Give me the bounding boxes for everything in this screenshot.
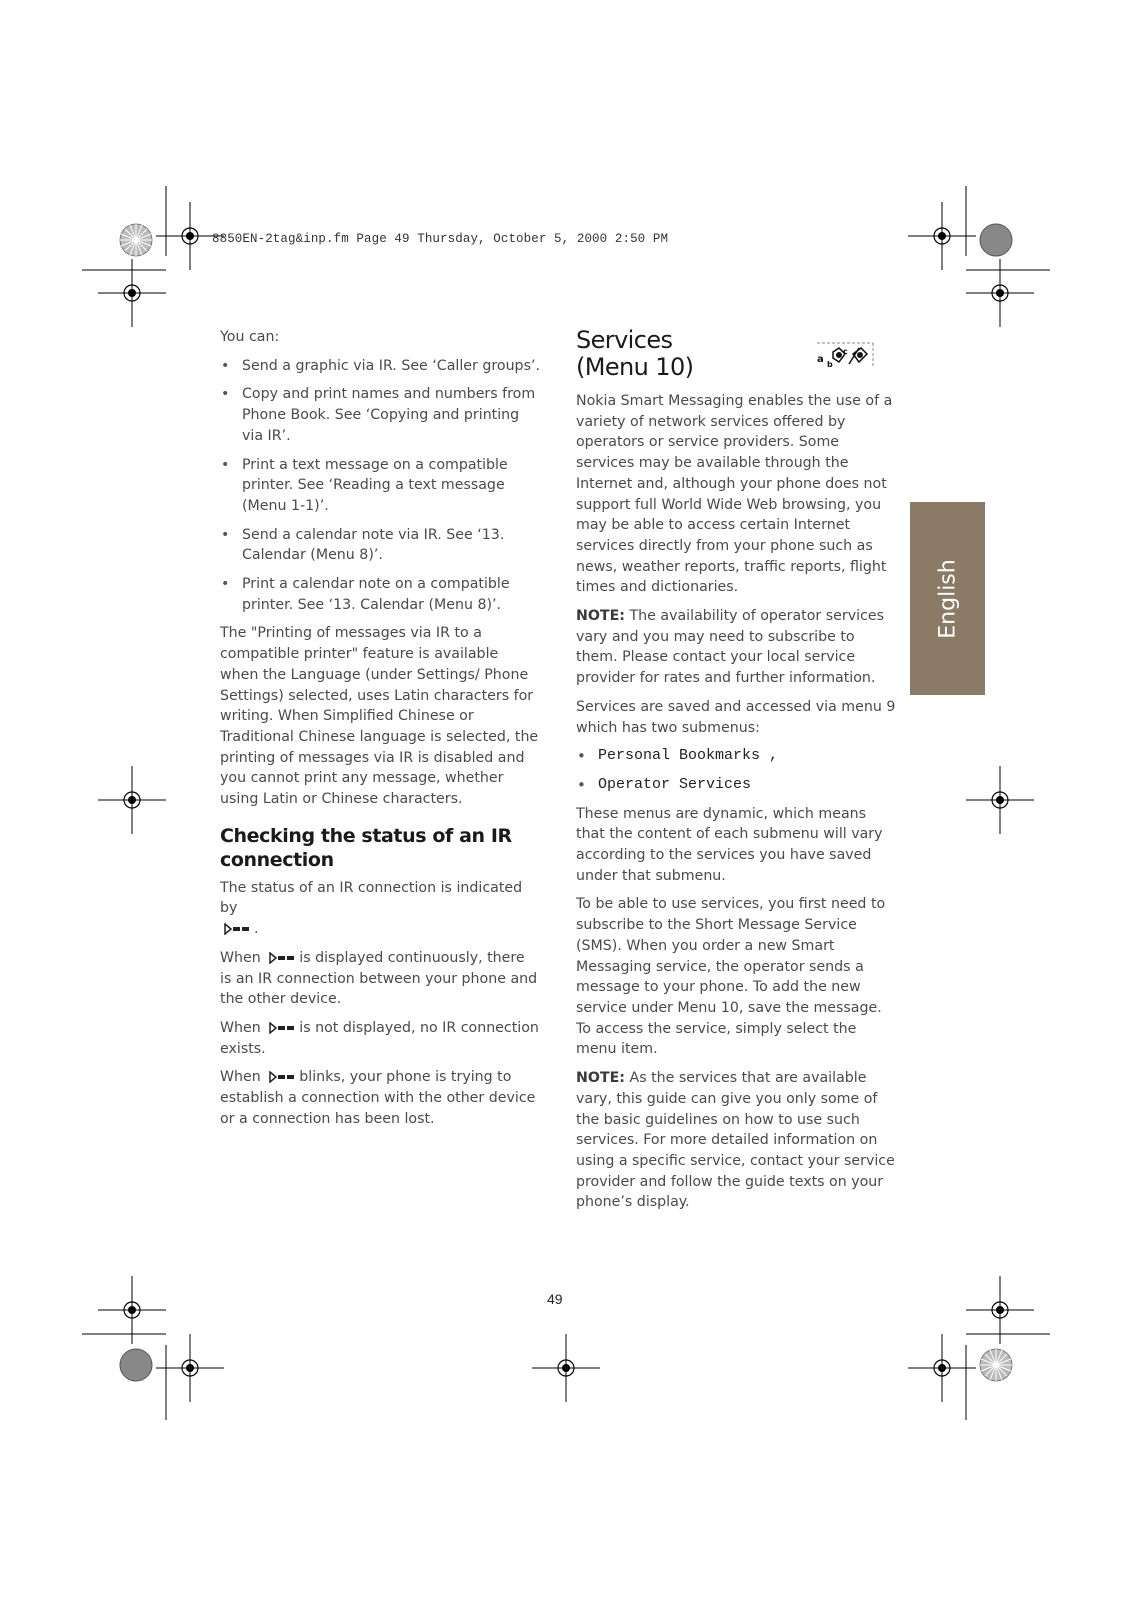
ir-connection-icon xyxy=(269,1022,295,1034)
ir-displayed-text: is displayed continuously, there is an IR connection between your phone and the other device. xyxy=(220,949,538,1008)
submenu-operator-services: • Operator Services xyxy=(576,775,896,796)
ir-connection-icon xyxy=(269,1071,295,1083)
ir-displayed-paragraph xyxy=(220,948,540,1010)
ir-status-period: . xyxy=(254,921,259,938)
services-intro-paragraph: Nokia Smart Messaging enables the use of a variety of network services offered by operators or service providers. Some services may be available through the Internet and, although your phone does not support full World Wide Web browsing, you may be able to access certain Internet services directly from your phone such as news, weather reports, traffic reports, flight times and dictionaries. xyxy=(576,393,893,596)
when-label: When xyxy=(220,949,261,966)
title-line-1: Services xyxy=(576,326,673,354)
ir-options-list xyxy=(220,356,540,616)
ir-blinks-text: blinks, your phone is trying to establish a connection with the other device or a connection has been lost. xyxy=(220,1069,536,1127)
page-number: 49 xyxy=(547,1291,563,1307)
language-tab-label: English xyxy=(935,558,960,639)
left-column xyxy=(220,327,540,1138)
list-item: • Print a calendar note on a compatible printer. See ‘13. Calendar (Menu 8)’. xyxy=(220,574,540,615)
note-availability-paragraph xyxy=(576,606,896,689)
ir-status-text: The status of an IR connection is indicated by xyxy=(220,879,523,917)
ir-connection-icon xyxy=(224,923,250,935)
svg-text:c: c xyxy=(843,347,848,356)
list-item: • Print a text message on a compatible printer. See ‘Reading a text message (Menu 1-1)’. xyxy=(220,455,540,517)
ir-not-displayed-paragraph xyxy=(220,1018,540,1059)
ir-blinks-paragraph xyxy=(220,1067,540,1129)
printing-paragraph: The "Printing of messages via IR to a compatible printer" feature is available when the Language (under Settings/ Phone Settings) selected, uses Latin characters for writing. When Simplified Chinese or Traditional Chinese language is selected, the printing of messages via IR is disabled and you cannot print any message, whether using Latin or Chinese characters. xyxy=(220,625,539,808)
services-saved-paragraph: Services are saved and accessed via menu 9 which has two submenus: xyxy=(576,698,896,736)
language-tab xyxy=(910,502,985,695)
when-label: When xyxy=(220,1019,261,1036)
note-availability-text: The availability of operator services vary and you may need to subscribe to them. Please contact your local service provider for rates and further information. xyxy=(576,608,884,687)
note-guide-text: As the services that are available vary, this guide can give you only some of the basic guidelines on how to use such services. For more detailed information on using a specific service, contact your service provider and follow the guide texts on your phone’s display. xyxy=(576,1070,895,1211)
svg-text:a: a xyxy=(817,354,824,365)
title-line-2: (Menu 10) xyxy=(576,353,694,381)
file-header-line: 8850EN-2tag&inp.fm Page 49 Thursday, October 5, 2000 2:50 PM xyxy=(212,232,669,246)
ir-status-paragraph xyxy=(220,878,540,940)
right-column xyxy=(576,327,896,1221)
svg-text:b: b xyxy=(827,360,833,369)
ir-not-displayed-text: is not displayed, no IR connection exists. xyxy=(220,1019,539,1057)
ir-status-heading: Checking the status of an IR connection xyxy=(220,824,512,871)
ir-connection-icon xyxy=(269,952,295,964)
list-item: • Send a graphic via IR. See ‘Caller groups’. xyxy=(220,356,540,377)
submenu-personal-bookmarks: • Personal Bookmarks , xyxy=(576,746,896,767)
when-label: When xyxy=(220,1069,261,1086)
note-label: NOTE: xyxy=(576,608,625,625)
note-label: NOTE: xyxy=(576,1070,625,1087)
subscribe-paragraph: To be able to use services, you first need to subscribe to the Short Message Service (SMS). When you order a new Smart Messaging service, the operator sends a message to your phone. To add the new service under Menu 10, save the message. To access the service, simply select the menu item. xyxy=(576,896,886,1058)
note-guide-paragraph xyxy=(576,1068,896,1213)
list-item: • Copy and print names and numbers from Phone Book. See ‘Copying and printing via IR’. xyxy=(220,384,540,446)
list-item: • Send a calendar note via IR. See ‘13. Calendar (Menu 8)’. xyxy=(220,525,540,566)
dynamic-menus-paragraph: These menus are dynamic, which means that the content of each submenu will vary according to the services you have saved under that submenu. xyxy=(576,805,883,884)
you-can-intro: You can: xyxy=(220,329,280,345)
submenu-list xyxy=(576,746,896,795)
services-icon xyxy=(815,340,875,370)
